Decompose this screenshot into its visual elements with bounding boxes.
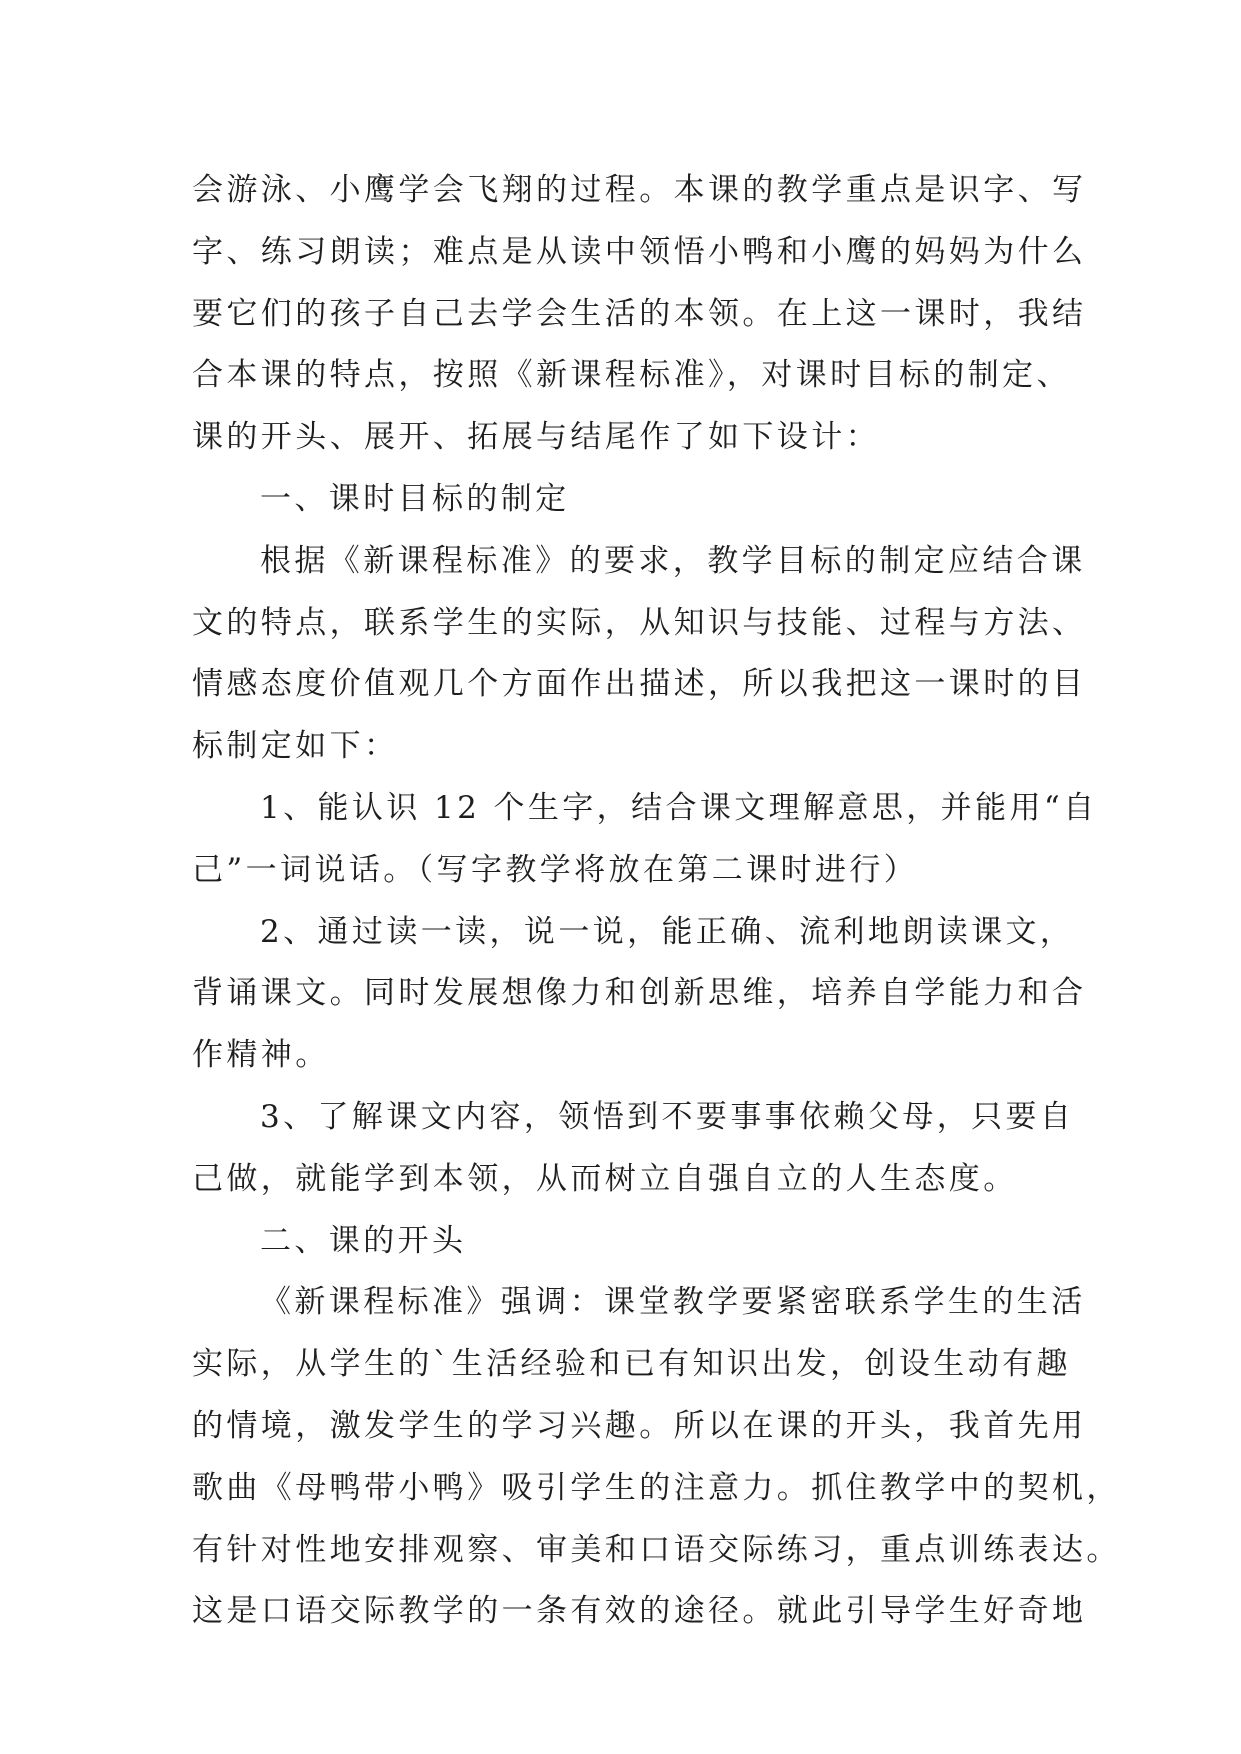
paragraph-start: 《新课程标准》强调：课堂教学要紧密联系学生的生活 bbox=[260, 1284, 1086, 1321]
text-line: 有针对性地安排观察、审美和口语交际练习，重点训练表达。 bbox=[192, 1531, 1121, 1568]
text-line: 文的特点，联系学生的实际，从知识与技能、过程与方法、 bbox=[192, 604, 1087, 641]
list-item: 1、能认识 12 个生字，结合课文理解意思，并能用“自 bbox=[260, 789, 1098, 826]
list-item: 3、了解课文内容，领悟到不要事事依赖父母，只要自 bbox=[260, 1098, 1075, 1135]
section-heading: 二、课的开头 bbox=[260, 1222, 467, 1259]
text-line: 己做，就能学到本领，从而树立自强自立的人生态度。 bbox=[192, 1160, 1018, 1197]
text-line: 要它们的孩子自己去学会生活的本领。在上这一课时，我结 bbox=[192, 295, 1087, 332]
text-line: 会游泳、小鹰学会飞翔的过程。本课的教学重点是识字、写 bbox=[192, 172, 1087, 208]
text-line: 标制定如下： bbox=[192, 728, 399, 765]
text-line: 实际，从学生的`生活经验和已有知识出发，创设生动有趣 bbox=[192, 1346, 1071, 1383]
text-line: 的情境，激发学生的学习兴趣。所以在课的开头，我首先用 bbox=[192, 1407, 1087, 1444]
body-text bbox=[192, 160, 1121, 1643]
text-line: 合本课的特点，按照《新课程标准》，对课时目标的制定、 bbox=[192, 357, 1071, 394]
text-line: 背诵课文。同时发展想像力和创新思维，培养自学能力和合 bbox=[192, 975, 1087, 1012]
text-line: 字、练习朗读；难点是从读中领悟小鸭和小鹰的妈妈为什么 bbox=[192, 233, 1087, 270]
text-line: 己”一词说话。（写字教学将放在第二课时进行） bbox=[192, 851, 919, 888]
text-line: 课的开头、展开、拓展与结尾作了如下设计： bbox=[192, 419, 880, 456]
text-line: 这是口语交际教学的一条有效的途径。就此引导学生好奇地 bbox=[192, 1593, 1087, 1630]
list-item: 2、通过读一读，说一说，能正确、流利地朗读课文， bbox=[260, 913, 1075, 950]
text-line: 歌曲《母鸭带小鸭》吸引学生的注意力。抓住教学中的契机， bbox=[192, 1469, 1121, 1506]
text-line: 作精神。 bbox=[192, 1037, 330, 1074]
paragraph-start: 根据《新课程标准》的要求，教学目标的制定应结合课 bbox=[260, 542, 1086, 579]
section-heading: 一、课时目标的制定 bbox=[260, 480, 570, 517]
text-line: 情感态度价值观几个方面作出描述，所以我把这一课时的目 bbox=[192, 666, 1087, 703]
